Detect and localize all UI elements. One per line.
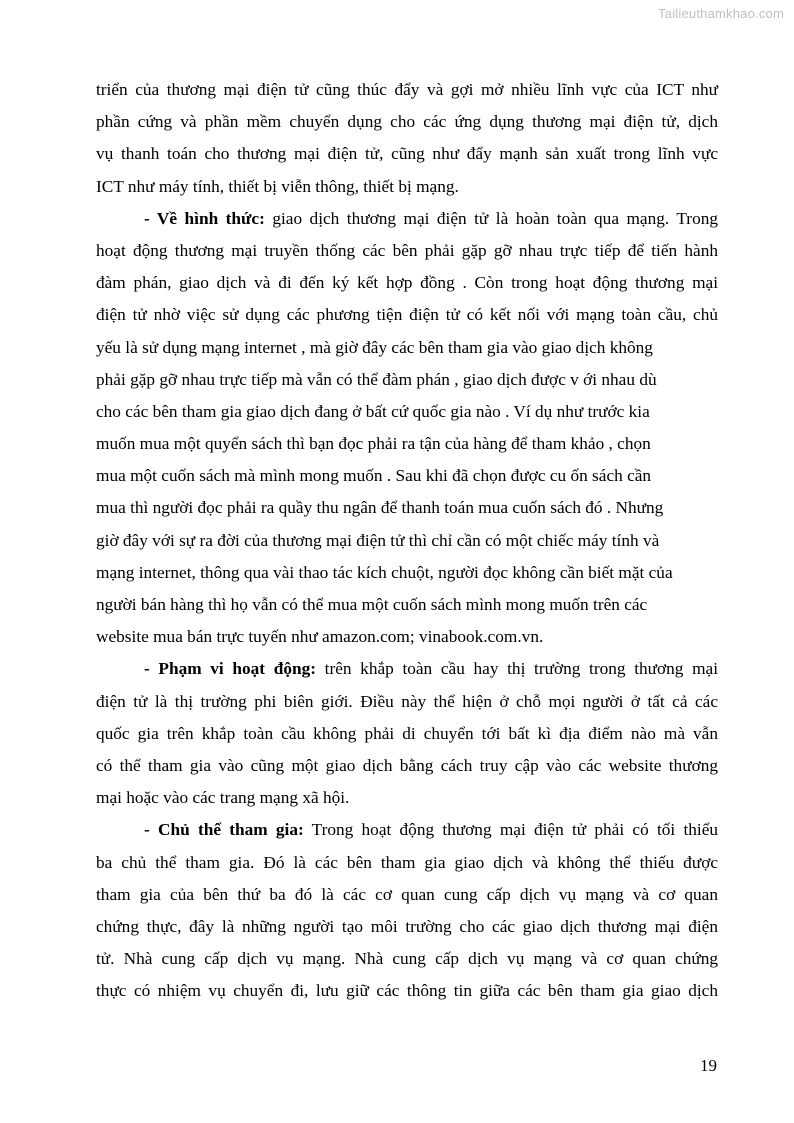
text-line: mại hoặc vào các trang mạng xã hội. — [96, 788, 350, 808]
paragraph-heading-line: - Chủ thể tham gia: Trong hoạt động thương mại điện tử phải có tối thiểu — [144, 820, 719, 840]
text-line: chứng thực, đây là những người tạo môi trường cho các giao dịch thương mại điện — [96, 916, 718, 936]
text-line: mua thì người đọc phải ra quầy thu ngân để thanh toán mua cuốn sách đó . Nhưng — [96, 498, 664, 518]
paragraph-heading-line: - Phạm vi hoạt động: trên khắp toàn cầu hay thị trường trong thương mại — [144, 659, 718, 679]
text-line: ICT như máy tính, thiết bị viễn thông, thiết bị mạng. — [96, 176, 459, 196]
text-line: phần cứng và phần mềm chuyển dụng cho các ứng dụng thương mại điện tử, dịch — [96, 112, 718, 132]
text-line: phải gặp gỡ nhau trực tiếp mà vẫn có thể đàm phán , giao dịch được v ới nhau dù — [96, 369, 657, 389]
text-line: quốc gia trên khắp toàn cầu không phải di chuyển tới bất kì địa điểm nào mà vẫn — [96, 723, 718, 743]
watermark: Tailieuthamkhao.com — [658, 6, 784, 21]
text-line: mua một cuốn sách mà mình mong muốn . Sau khi đã chọn được cu ốn sách cần — [96, 466, 652, 486]
text-line: yếu là sử dụng mạng internet , mà giờ đây các bên tham gia vào giao dịch không — [96, 337, 653, 357]
text-line: mạng internet, thông qua vài thao tác kích chuột, người đọc không cần biết mặt của — [96, 562, 673, 582]
text-line: website mua bán trực tuyến như amazon.com; vinabook.com.vn. — [96, 627, 544, 647]
section-label: - Phạm vi hoạt động: — [144, 659, 316, 679]
page-body — [96, 74, 718, 1007]
page-number: 19 — [700, 1056, 717, 1075]
text-line: điện tử nhờ việc sử dụng các phương tiện điện tử có kết nối với mạng toàn cầu, chủ — [96, 305, 718, 325]
text-line: ba chủ thể tham gia. Đó là các bên tham gia giao dịch và không thể thiếu được — [96, 852, 718, 872]
text-line: cho các bên tham gia giao dịch đang ở bất cứ quốc gia nào . Ví dụ như trước kia — [96, 401, 650, 421]
text-line: vụ thanh toán cho thương mại điện tử, cũng như đẩy mạnh sản xuất trong lĩnh vực — [96, 144, 718, 164]
text-line: đàm phán, giao dịch và đi đến ký kết hợp đồng . Còn trong hoạt động thương mại — [96, 273, 718, 293]
section-label: - Chủ thể tham gia: — [144, 820, 304, 840]
paragraph-heading-line: - Về hình thức: giao dịch thương mại điện tử là hoàn toàn qua mạng. Trong — [144, 208, 718, 228]
text-line: muốn mua một quyển sách thì bạn đọc phải ra tận của hàng để tham khảo , chọn — [96, 434, 651, 454]
text-line: có thể tham gia vào cũng một giao dịch bằng cách truy cập vào các website thương — [96, 755, 718, 775]
text-line: thực có nhiệm vụ chuyển đi, lưu giữ các thông tin giữa các bên tham gia giao dịch — [96, 981, 718, 1001]
text-line: giờ đây với sự ra đời của thương mại điện tử thì chỉ cần có một chiếc máy tính và — [96, 530, 660, 550]
text-line: hoạt động thương mại truyền thống các bên phải gặp gỡ nhau trực tiếp để tiến hành — [96, 240, 718, 260]
text-line: tham gia của bên thứ ba đó là các cơ quan cung cấp dịch vụ mạng và cơ quan — [96, 884, 718, 904]
text-line: tử. Nhà cung cấp dịch vụ mạng. Nhà cung cấp dịch vụ mạng và cơ quan chứng — [96, 949, 718, 969]
text-line: điện tử là thị trường phi biên giới. Điều này thể hiện ở chỗ mọi người ở tất cả các — [96, 691, 718, 711]
text-line: triển của thương mại điện tử cũng thúc đẩy và gợi mở nhiều lĩnh vực của ICT như — [96, 80, 718, 99]
section-label: - Về hình thức: — [144, 208, 265, 228]
text-line: người bán hàng thì họ vẫn có thể mua một cuốn sách mình mong muốn trên các — [96, 595, 648, 614]
